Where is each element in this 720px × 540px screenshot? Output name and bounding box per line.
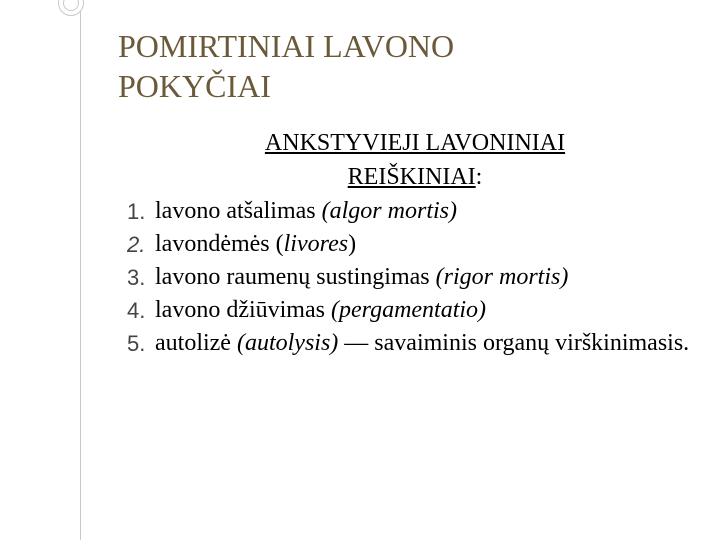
item-tail: — savaiminis organų virškinimasis.: [338, 330, 690, 356]
phenomena-list: [127, 196, 697, 361]
item-number: 4.: [127, 298, 146, 323]
list-item: [127, 295, 697, 326]
title-line-2: POKYČIAI: [118, 68, 271, 104]
list-item: [127, 196, 697, 227]
item-text: lavondėmės (: [155, 231, 284, 257]
item-latin: (autolysis): [236, 330, 339, 356]
item-number: 5.: [127, 331, 146, 356]
item-number: 3.: [127, 265, 146, 290]
item-latin: (rigor mortis): [435, 264, 569, 290]
section-heading: [200, 126, 630, 194]
heading-line-1: ANKSTYVIEJI LAVONINIAI: [264, 130, 566, 156]
title-line-1: POMIRTINIAI LAVONO: [118, 28, 455, 64]
item-text: autolizė: [155, 330, 237, 356]
list-item: [127, 328, 697, 359]
list-item: [127, 262, 697, 293]
item-number: 2.: [127, 232, 146, 257]
heading-line-2: REIŠKINIAI: [347, 164, 476, 190]
item-number: 1.: [127, 199, 146, 224]
slide-title: [118, 26, 678, 106]
item-tail: ): [348, 231, 357, 257]
frame-line: [80, 0, 81, 540]
item-text: lavono atšalimas: [155, 198, 322, 224]
heading-colon: :: [475, 164, 483, 190]
item-text: lavono džiūvimas: [155, 297, 331, 323]
item-latin: (pergamentatio): [330, 297, 487, 323]
item-latin: (algor mortis): [321, 198, 457, 224]
item-text: lavono raumenų sustingimas: [155, 264, 436, 290]
item-latin: livores: [283, 231, 349, 257]
list-item: [127, 229, 697, 260]
